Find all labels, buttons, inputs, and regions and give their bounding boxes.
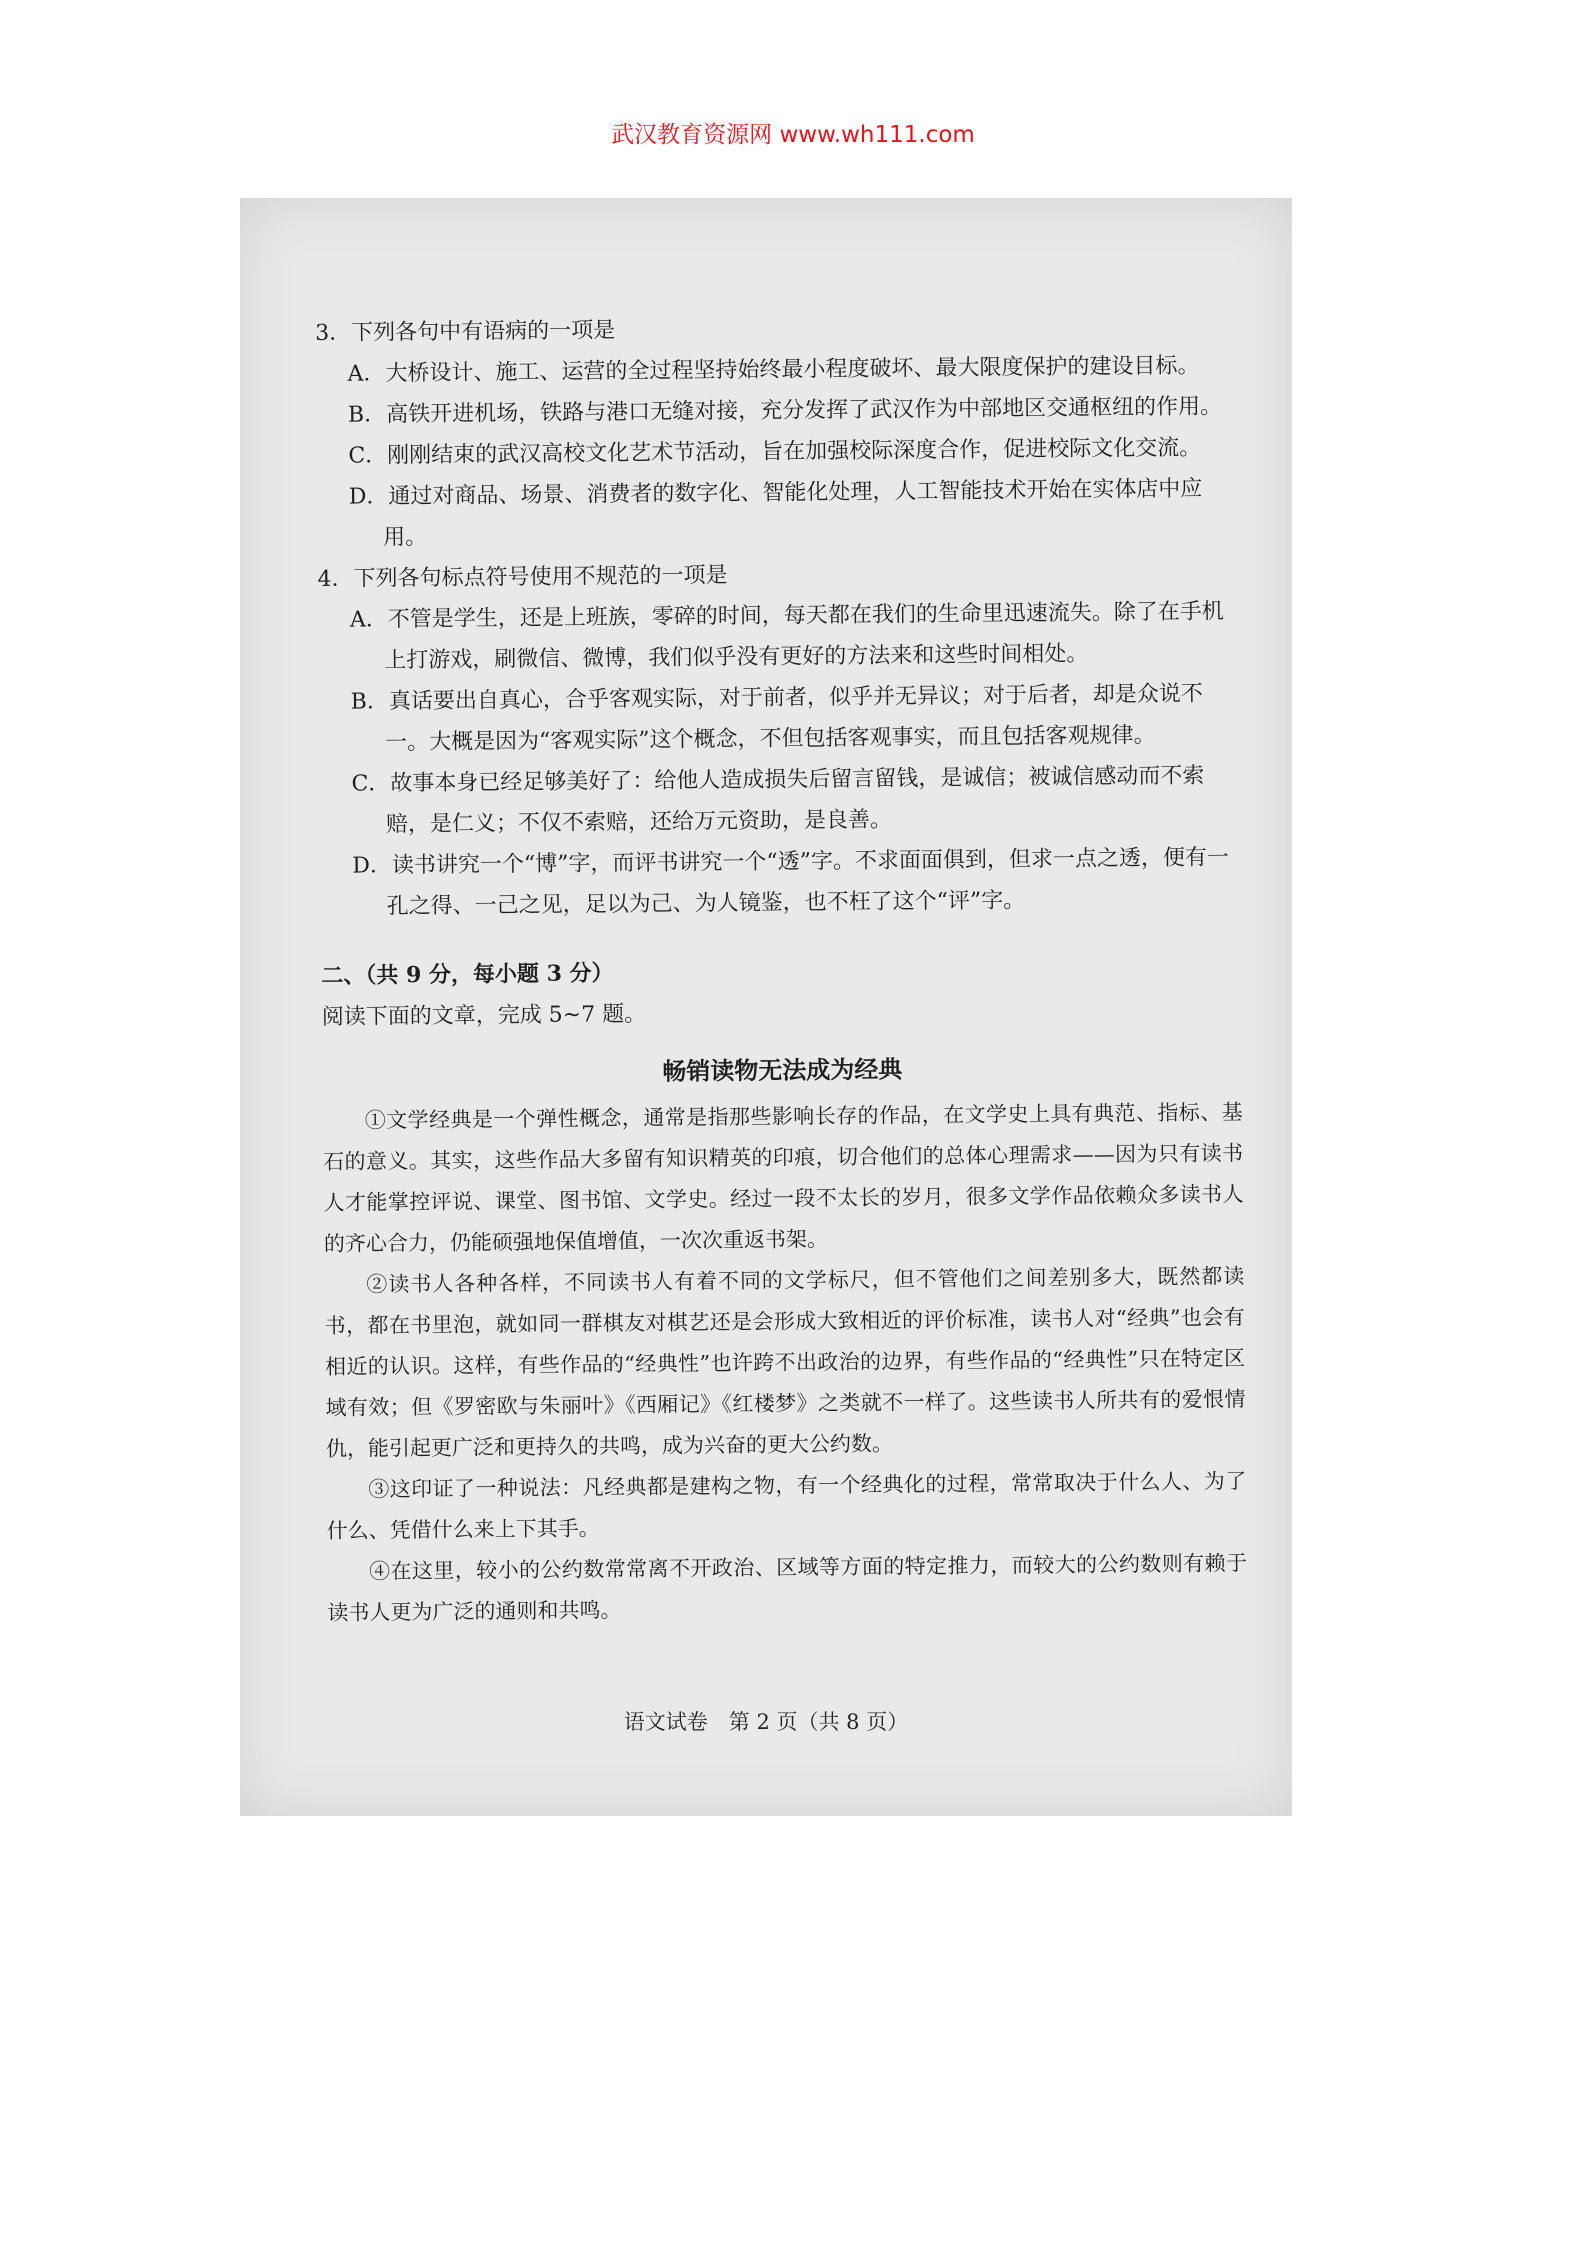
question-3-option-d: D．通过对商品、场景、消费者的数字化、智能化处理，人工智能技术开始在实体店中应用。	[348, 476, 1203, 551]
question-3-option-c: C．刚刚结束的武汉高校文化艺术节活动，旨在加强校际深度合作，促进校际文化交流。	[348, 435, 1202, 469]
question-3-stem: 3．下列各句中有语病的一项是	[315, 318, 616, 346]
section-2-instruction: 阅读下面的文章，完成 5~7 题。	[321, 1001, 647, 1030]
article-title: 畅销读物无法成为经典	[662, 1054, 903, 1086]
question-3-option-b: B．高铁开进机场，铁路与港口无缝对接，充分发挥了武汉作为中部地区交通枢纽的作用。	[347, 394, 1223, 428]
question-4-stem: 4．下列各句标点符号使用不规范的一项是	[317, 563, 728, 592]
question-3-option-a: A．大桥设计、施工、运营的全过程坚持始终最小程度破坏、最大限度保护的建设目标。	[347, 353, 1200, 387]
question-4-option-b: B．真话要出自真心，合乎客观实际，对于前者，似乎并无异议；对于后者，却是众说不一。大概是因为“客观实际”这个概念，不但包括客观事实，而且包括客观规律。	[350, 681, 1203, 756]
page-footer: 语文试卷 第 2 页（共 8 页）	[623, 1710, 909, 1734]
question-4-option-c: C．故事本身已经足够美好了：给他人造成损失后留言留钱，是诚信；被诚信感动而不索赔，是仁义；不仅不索赔，还给万元资助，是良善。	[351, 763, 1205, 838]
article-paragraph-4: ④在这里，较小的公约数常常离不开政治、区域等方面的特定推力，而较大的公约数则有赖于读书人更为广泛的通则和共鸣。	[327, 1551, 1248, 1625]
article-paragraph-2: ②读书人各种各样，不同读书人有着不同的文学标尺，但不管他们之间差别多大，既然都读书，都在书里泡，就如同一群棋友对棋艺还是会形成大致相近的评价标准，读书人对“经典”也会有相近的认识。这样，有些作品的“经典性”也许跨不出政治的边界，有些作品的“经典性”只在特定区域有效；但《罗密欧与朱丽叶》《西厢记》《红楼梦》之类就不一样了。这些读书人所共有的爱恨情仇，能引起更广泛和更持久的共鸣，成为兴奋的更大公约数。	[324, 1264, 1246, 1461]
article-paragraph-3: ③这印证了一种说法：凡经典都是建构之物，有一个经典化的过程，常常取决于什么人、为了什么、凭借什么来上下其手。	[326, 1469, 1247, 1543]
question-4-option-d: D．读书讲究一个“博”字，而评书讲究一个“透”字。不求面面俱到，但求一点之透，便有一孔之得、一己之见，足以为己、为人镜鉴，也不枉了这个“评”字。	[352, 845, 1230, 920]
section-2-heading: 二、（共 9 分，每小题 3 分）	[321, 960, 614, 989]
exam-page-photo	[240, 198, 1292, 1816]
exam-content	[315, 304, 1248, 1634]
site-header[interactable]: 武汉教育资源网 www.wh111.com	[611, 122, 975, 148]
article-paragraph-1: ①文学经典是一个弹性概念，通常是指那些影响长存的作品，在文学史上具有典范、指标、基石的意义。其实，这些作品大多留有知识精英的印痕，切合他们的总体心理需求——因为只有读书人才能掌控评说、课堂、图书馆、文学史。经过一段不太长的岁月，很多文学作品依赖众多读书人的齐心合力，仍能硕强地保值增值，一次次重返书架。	[323, 1100, 1244, 1256]
question-4-option-a: A．不管是学生，还是上班族，零碎的时间，每天都在我们的生命里迅速流失。除了在手机上打游戏，刷微信、微博，我们似乎没有更好的方法来和这些时间相处。	[349, 599, 1224, 674]
